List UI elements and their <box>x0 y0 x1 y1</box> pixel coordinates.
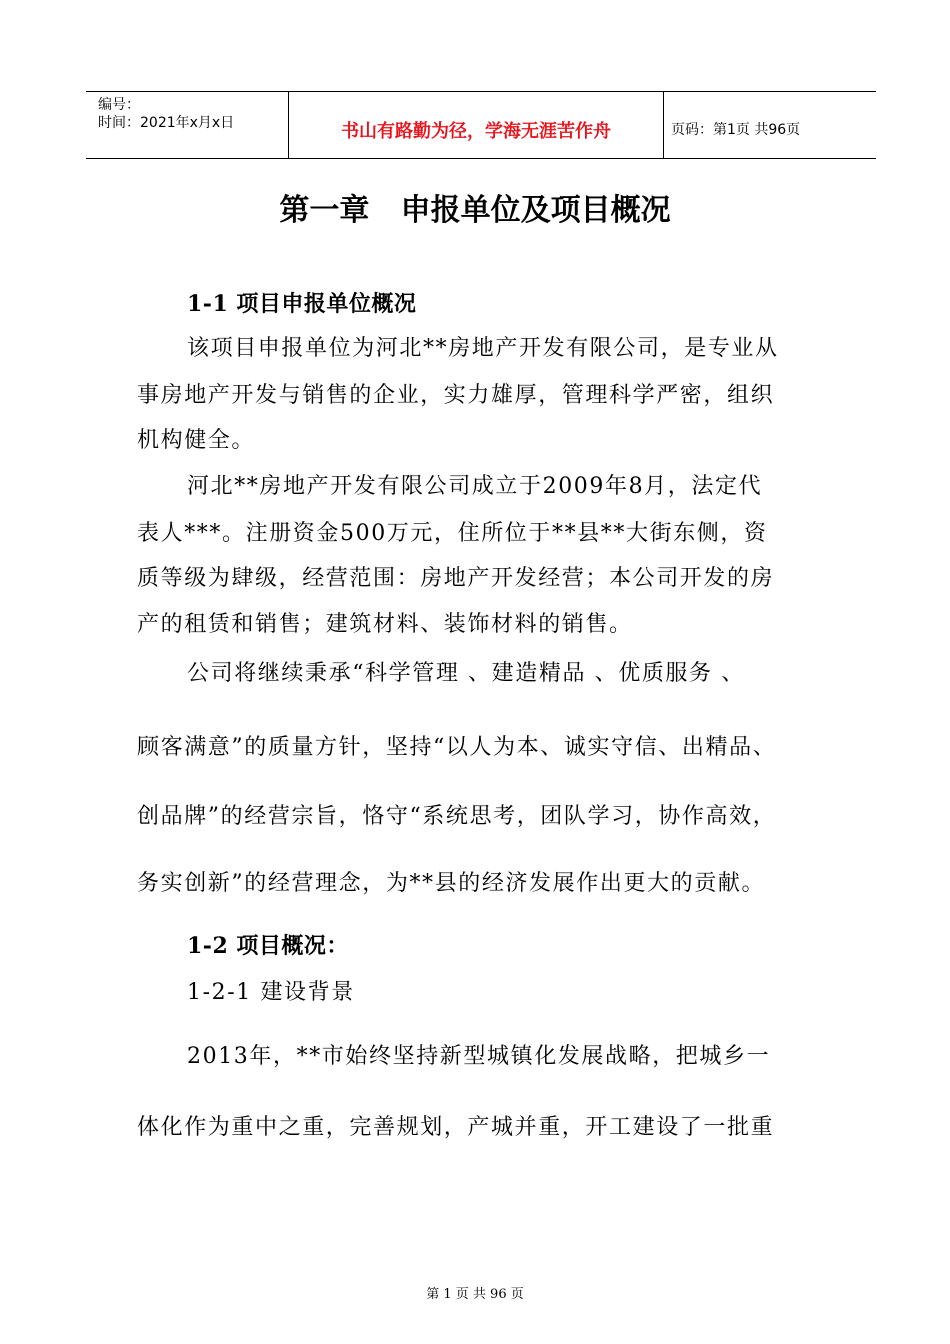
paragraph-line: 务实创新”的经营理念，为**县的经济发展作出更大的贡献。 <box>137 871 766 896</box>
code-label: 编号： <box>98 97 140 113</box>
header-info-cell <box>86 92 288 158</box>
header-motto-cell <box>288 92 664 158</box>
paragraph-line: 事房地产开发与销售的企业，实力雄厚，管理科学严密，组织 <box>137 383 775 408</box>
section-heading-1-2: 1-2 项目概况： <box>187 933 349 959</box>
section-heading-1-1: 1-1 项目申报单位概况 <box>187 291 417 317</box>
paragraph-line: 河北**房地产开发有限公司成立于2009年8月，法定代 <box>187 474 763 499</box>
paragraph-line: 产的租赁和销售；建筑材料、装饰材料的销售。 <box>137 612 633 637</box>
paragraph-line: 质等级为肆级，经营范围：房地产开发经营；本公司开发的房 <box>137 566 775 591</box>
chapter-title: 第一章 申报单位及项目概况 <box>279 193 671 228</box>
header-page-label: 页码：第1页 共96页 <box>671 122 801 138</box>
paragraph-line: 表人***。注册资金500万元，住所位于**县**大街东侧，资 <box>137 521 768 546</box>
paragraph-line: 机构健全。 <box>137 428 256 453</box>
page-footer: 第 1 页 共 96 页 <box>426 1287 524 1302</box>
date-label: 时间：2021年x月x日 <box>98 115 235 131</box>
paragraph-line: 公司将继续秉承“科学管理 、建造精品 、优质服务 、 <box>187 661 745 686</box>
paragraph-line: 顾客满意”的质量方针，坚持“以人为本、诚实守信、出精品、 <box>137 735 777 760</box>
header-page-cell <box>663 92 876 158</box>
subsection-heading-1-2-1: 1-2-1 建设背景 <box>187 980 355 1005</box>
paragraph-line: 创品牌”的经营宗旨，恪守“系统思考，团队学习，协作高效， <box>137 804 777 829</box>
paragraph-line: 体化作为重中之重，完善规划，产城并重，开工建设了一批重 <box>137 1115 775 1140</box>
paragraph-line: 该项目申报单位为河北**房地产开发有限公司，是专业从 <box>187 336 779 361</box>
paragraph-line: 2013年，**市始终坚持新型城镇化发展战略，把城乡一 <box>187 1044 771 1069</box>
page-header <box>86 91 876 159</box>
header-motto: 书山有路勤为径，学海无涯苦作舟 <box>341 121 611 142</box>
